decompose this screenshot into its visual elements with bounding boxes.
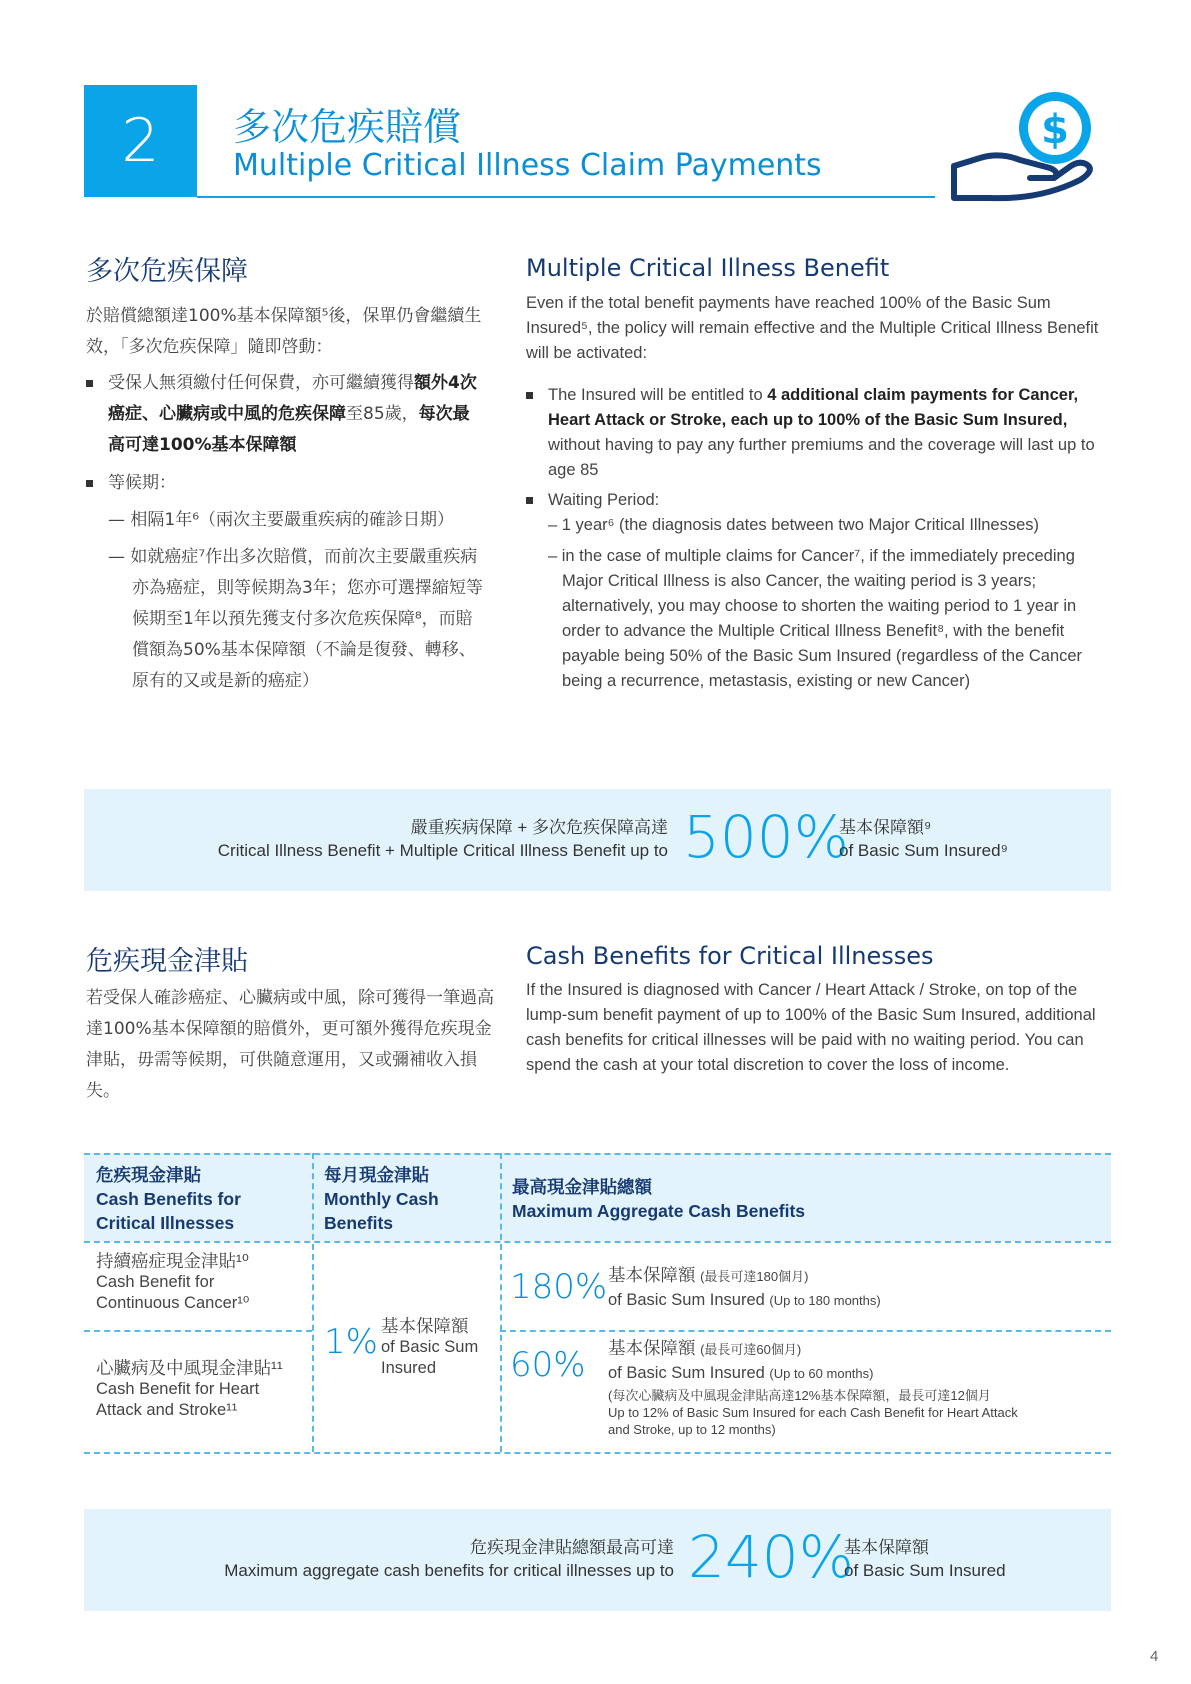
section1-zh-intro: 於賠償總額達100%基本保障額⁵後，保單仍會繼續生效，「多次危疾保障」隨即啓動：	[86, 306, 482, 357]
zh-waiting-sub2: — 如就癌症⁷作出多次賠償，而前次主要嚴重疾病亦為癌症，則等候期為3年；您亦可選擇縮短等候期至1年以預先獲支付多次危疾保障⁸，而賠償額為50%基本保障額（不論是復發、轉移、原有的又或是新的癌症）	[108, 547, 483, 691]
band2-value: 240%	[688, 1523, 854, 1591]
section1-en-heading: Multiple Critical Illness Benefit	[526, 254, 890, 282]
title-underline	[197, 196, 935, 198]
monthly-pct: 1%	[324, 1322, 378, 1362]
section1-en-list	[526, 383, 1111, 694]
list-item: 等候期： — 相隔1年⁶（兩次主要嚴重疾病的確診日期） — 如就癌症⁷作出多次賠償，而前次主要嚴重疾病亦為癌症，則等候期為3年；您亦可選擇縮短等候期至1年以預先獲支付多次危疾保障⁸，而賠償額為50%基本保障額（不論是復發、轉移、原有的又或是新的癌症）	[86, 468, 486, 697]
row1-max-pct: 180%	[510, 1267, 608, 1307]
row2-max-pct: 60%	[510, 1345, 586, 1385]
list-item: Waiting Period: – 1 year⁶ (the diagnosis dates between two Major Critical Illnesses) – in the case of multiple claims for Cancer⁷, if the immediately preceding Major Critical Illness is also Cancer, the waiting period is 3 years; alternatively, you may choose to shorten the waiting period to 1 year in order to advance the Multiple Critical Illness Benefit⁸, with the benefit payable being 50% of the Basic Sum Insured (regardless of the Cancer being a recurrence, metastasis, existing or new Cancer)	[526, 488, 1111, 694]
section1-en-intro: Even if the total benefit payments have reached 100% of the Basic Sum Insured⁵, the policy will remain effective and the Multiple Critical Illness Benefit will be activated:	[526, 294, 1099, 362]
hand-dollar-coin-icon	[950, 88, 1100, 206]
table-header-cash-benefits: 危疾現金津貼 Cash Benefits for Critical Illnesses	[96, 1165, 241, 1233]
row1-max-desc: 基本保障額 (最長可達180個月) of Basic Sum Insured (Up to 180 months)	[608, 1265, 881, 1309]
table-border-bottom	[84, 1452, 1111, 1454]
section-number: 2	[84, 85, 197, 197]
table-header-maximum: 最高現金津貼總額 Maximum Aggregate Cash Benefits	[512, 1177, 806, 1221]
table-col-divider-2	[500, 1153, 502, 1452]
page-number: 4	[1150, 1648, 1159, 1665]
monthly-desc: 基本保障額 of Basic Sum Insured	[381, 1316, 479, 1377]
zh-waiting-sub1: — 相隔1年⁶（兩次主要嚴重疾病的確診日期）	[108, 510, 455, 530]
list-item: The Insured will be entitled to 4 additional claim payments for Cancer, Heart Attack or Stroke, each up to 100% of the Basic Sum Insured, without having to pay any further premiums and the coverage will last up to age 85	[526, 383, 1111, 483]
row2-max-desc: 基本保障額 (最長可達60個月) of Basic Sum Insured (Up to 60 months) (每次心臟病及中風現金津貼高達12%基本保障額，最長可達12個月 Up to 12% of Basic Sum Insured for each Cash Benefit for Heart Attack and Stroke, up to 12 months)	[608, 1338, 1018, 1437]
table-border-top	[84, 1153, 1111, 1155]
en-waiting-sub2: – in the case of multiple claims for Cancer⁷, if the immediately preceding Major Critical Illness is also Cancer, the waiting period is 3 years; alternatively, you may choose to shorten the waiting period to 1 year in order to advance the Multiple Critical Illness Benefit⁸, with the benefit payable being 50% of the Basic Sum Insured (regardless of the Cancer being a recurrence, metastasis, existing or new Cancer)	[548, 547, 1083, 690]
table-col-divider-1	[312, 1153, 314, 1452]
en-waiting-sub1: – 1 year⁶ (the diagnosis dates between two Major Critical Illnesses)	[548, 516, 1040, 534]
section2-en-body: If the Insured is diagnosed with Cancer / Heart Attack / Stroke, on top of the lump-sum benefit payment of up to 100% of the Basic Sum Insured, additional cash benefits for critical illnesses will be paid with no waiting period. You can spend the cash at your total discretion to cover the loss of income.	[526, 981, 1096, 1074]
svg-text:$: $	[1041, 107, 1069, 153]
band1-label: 嚴重疾病保障 + 多次危疾保障高達 Critical Illness Benefit + Multiple Critical Illness Benefit up to	[217, 818, 668, 860]
table-border-row1-right	[500, 1330, 1111, 1332]
band1-right: 基本保障額⁹ of Basic Sum Insured⁹	[839, 818, 1008, 860]
table-header-monthly: 每月現金津貼 Monthly Cash Benefits	[324, 1165, 439, 1233]
table-border-row1-left	[84, 1330, 312, 1332]
section1-zh-heading: 多次危疾保障	[86, 256, 248, 287]
band2-right: 基本保障額 of Basic Sum Insured	[844, 1538, 1006, 1580]
section2-zh-heading: 危疾現金津貼	[86, 946, 248, 977]
table-row2-label: 心臟病及中風現金津貼¹¹ Cash Benefit for Heart Attack and Stroke¹¹	[96, 1358, 283, 1419]
section2-zh-body: 若受保人確診癌症、心臟病或中風，除可獲得一筆過高達100%基本保障額的賠償外，更可額外獲得危疾現金津貼，毋需等候期，可供隨意運用，又或彌補收入損失。	[86, 988, 494, 1101]
table-border-header	[84, 1241, 1111, 1243]
band2-label: 危疾現金津貼總額最高可達 Maximum aggregate cash benefits for critical illnesses up to	[224, 1538, 674, 1580]
title-zh: 多次危疾賠償	[233, 105, 462, 149]
list-item: 受保人無須繳付任何保費，亦可繼續獲得額外4次癌症、心臟病或中風的危疾保障至85歲，每次最高可達100%基本保障額	[86, 368, 486, 461]
title-en: Multiple Critical Illness Claim Payments	[233, 148, 822, 183]
section2-en-heading: Cash Benefits for Critical Illnesses	[526, 942, 934, 970]
section1-zh-list	[86, 368, 486, 697]
table-row1-label: 持續癌症現金津貼¹⁰ Cash Benefit for Continuous Cancer¹⁰	[96, 1251, 250, 1312]
band1-value: 500%	[683, 803, 849, 871]
